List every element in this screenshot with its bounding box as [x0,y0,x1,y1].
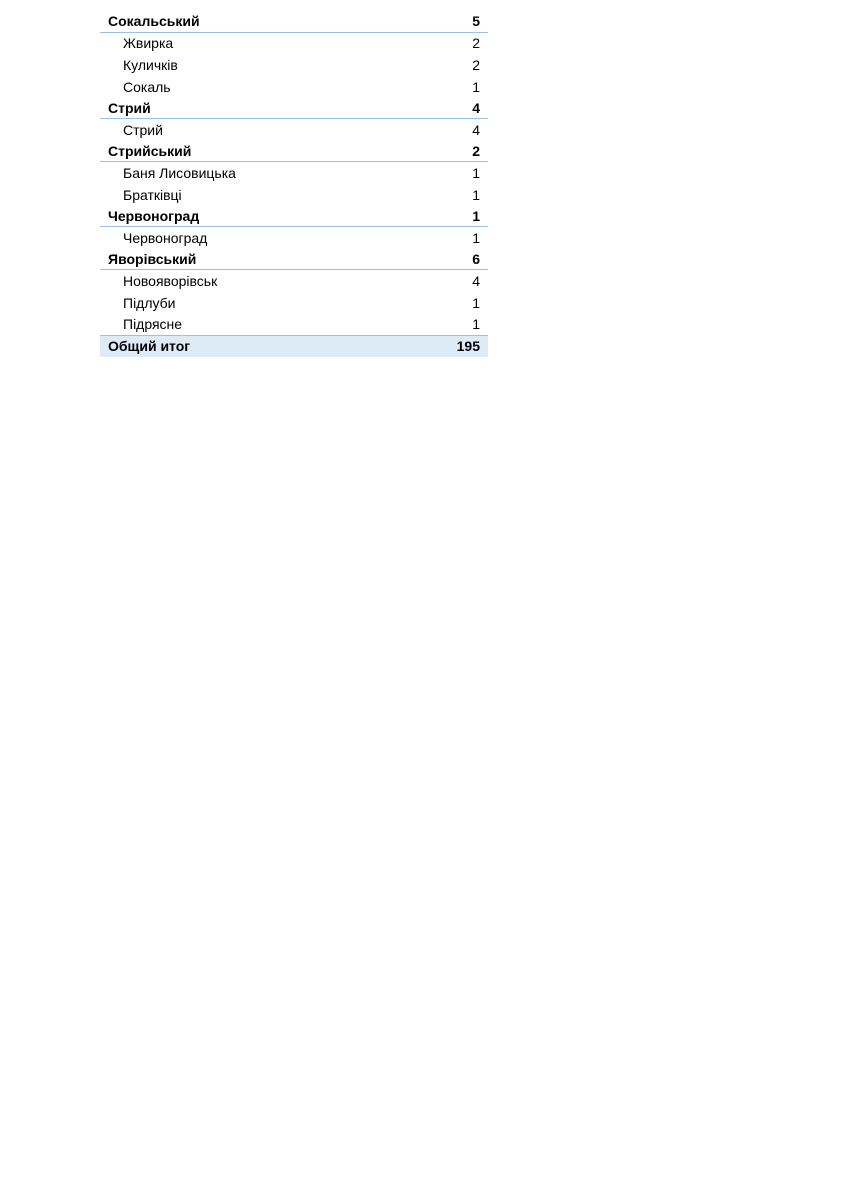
table-row [100,76,488,98]
table-row [100,313,488,335]
table-row [100,162,488,184]
group-row-chervonohrad [100,205,488,227]
row-value: 1 [472,316,480,333]
group-label: Яворівський [108,250,197,267]
group-label: Стрий [108,99,151,116]
group-row-yavorivskyi [100,249,488,271]
group-label: Сокальський [108,13,200,30]
table-row [100,33,488,55]
group-row-stryiskyi [100,141,488,163]
row-label: Червоноград [123,229,208,246]
row-value: 2 [472,35,480,52]
row-value: 1 [472,229,480,246]
row-value: 1 [472,164,480,181]
table-row [100,227,488,249]
row-label: Жвирка [123,35,174,52]
row-label: Братківці [123,186,182,203]
group-total: 4 [472,99,480,116]
row-label: Підлуби [123,294,176,311]
table-row [100,270,488,292]
group-total: 6 [472,250,480,267]
table-row [100,119,488,141]
grand-total-label: Общий итог [108,338,191,355]
grand-total-row [100,335,488,357]
table-row [100,292,488,314]
row-label: Стрий [123,121,163,138]
row-value: 4 [472,272,480,289]
group-row-sokalskyi [100,11,488,33]
group-total: 1 [472,207,480,224]
pivot-table [100,11,488,357]
row-value: 1 [472,78,480,95]
group-total: 5 [472,13,480,30]
group-row-stryi [100,97,488,119]
row-value: 1 [472,294,480,311]
row-value: 1 [472,186,480,203]
row-label: Куличків [123,56,178,73]
table-row [100,184,488,206]
table-row [100,54,488,76]
row-label: Підрясне [123,316,183,333]
row-value: 4 [472,121,480,138]
grand-total-value: 195 [456,338,480,355]
group-total: 2 [472,142,480,159]
group-label: Стрийський [108,142,192,159]
row-label: Новояворівськ [123,272,218,289]
row-label: Баня Лисовицька [123,164,236,181]
group-label: Червоноград [108,207,200,224]
row-value: 2 [472,56,480,73]
row-label: Сокаль [123,78,171,95]
